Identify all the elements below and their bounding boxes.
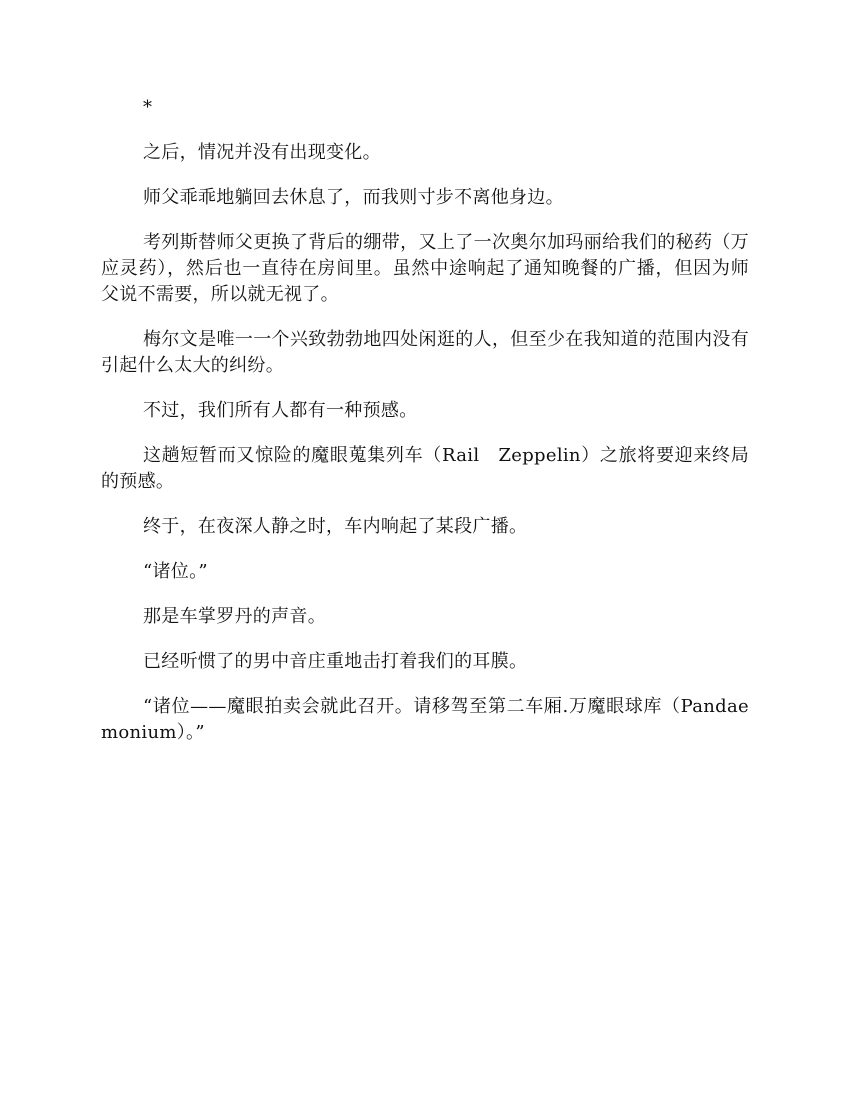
paragraph: 之后，情况并没有出现变化。 [143, 142, 381, 163]
paragraph: 梅尔文是唯一一个兴致勃勃地四处闲逛的人，但至少在我知道的范围内没有引起什么太大的纠纷。 [101, 329, 749, 376]
paragraph: “诸位。” [143, 561, 208, 582]
paragraph: 考列斯替师父更换了背后的绷带，又上了一次奥尔加玛丽给我们的秘药（万应灵药），然后也一直待在房间里。虽然中途响起了通知晚餐的广播，但因为师父说不需要，所以就无视了。 [101, 232, 749, 305]
document-body [101, 95, 749, 746]
paragraph: 不过，我们所有人都有一种预感。 [143, 400, 418, 421]
paragraph: “诸位——魔眼拍卖会就此召开。请移驾至第二车厢.万魔眼球库（Pandaemonium）。” [101, 696, 749, 743]
paragraph: 终于，在夜深人静之时，车内响起了某段广播。 [143, 516, 528, 537]
paragraph: 师父乖乖地躺回去休息了，而我则寸步不离他身边。 [143, 187, 564, 208]
paragraph: 已经听惯了的男中音庄重地击打着我们的耳膜。 [143, 651, 528, 672]
paragraph: 这趟短暂而又惊险的魔眼蒐集列车（Rail Zeppelin）之旅将要迎来终局的预感。 [101, 445, 749, 492]
paragraph: 那是车掌罗丹的声音。 [143, 606, 326, 627]
section-break: * [143, 97, 153, 118]
